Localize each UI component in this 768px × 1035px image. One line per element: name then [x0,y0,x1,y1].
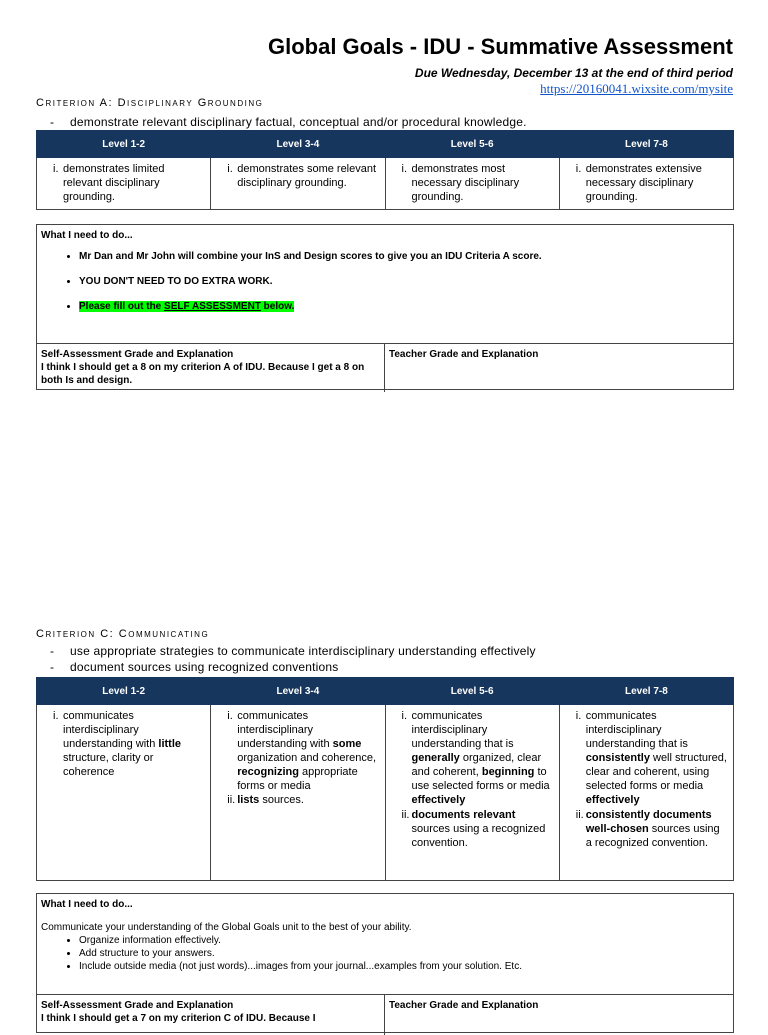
todo-heading: What I need to do... [41,899,133,910]
descriptor-cell: i. demonstrates most necessary disciplinary grounding. [385,158,559,210]
level-header: Level 3-4 [211,678,385,705]
self-assessment-cell[interactable]: Self-Assessment Grade and Explanation I think I should get a 7 on my criterion C of IDU. Because I [37,995,385,1035]
level-header: Level 5-6 [385,678,559,705]
todo-item: • Organize information effectively. [79,934,729,947]
criterion-c-rubric [36,677,734,881]
criterion-c-todo-box [36,893,734,1033]
criterion-c-bullet: - document sources using recognized conventions [50,660,339,674]
todo-heading: What I need to do... [41,230,133,241]
level-header: Level 3-4 [211,131,385,158]
self-assessment-text: I think I should get a 7 on my criterion C of IDU. Because I [41,1013,316,1024]
teacher-grade-cell: Teacher Grade and Explanation [389,349,539,360]
level-header: Level 5-6 [385,131,559,158]
criterion-a-bullet: - demonstrate relevant disciplinary factual, conceptual and/or procedural knowledge. [50,115,527,129]
todo-item: • Mr Dan and Mr John will combine your InS and Design scores to give you an IDU Criteria A score. [79,251,729,262]
page-title: Global Goals - IDU - Summative Assessment [268,34,733,59]
criterion-c-bullet: - use appropriate strategies to communicate interdisciplinary understanding effectively [50,644,536,658]
level-header: Level 7-8 [559,131,733,158]
self-assessment-cell[interactable]: Self-Assessment Grade and Explanation I think I should get a 8 on my criterion A of IDU. Because I get a 8 on both Is and design. [37,344,385,392]
criterion-a-rubric [36,130,734,210]
descriptor-cell: i. demonstrates extensive necessary disciplinary grounding. [559,158,733,210]
todo-intro: Communicate your understanding of the Global Goals unit to the best of your ability. [41,922,412,933]
todo-item: • Add structure to your answers. [79,947,729,960]
descriptor-cell: i. demonstrates some relevant disciplinary grounding. [211,158,385,210]
self-assessment-link: SELF ASSESSMENT [164,301,261,312]
due-date: Due Wednesday, December 13 at the end of third period [414,66,733,80]
todo-item: • Include outside media (not just words)...images from your journal...examples from your solution. Etc. [79,960,729,973]
level-header: Level 1-2 [37,131,211,158]
descriptor-cell: i. demonstrates limited relevant disciplinary grounding. [37,158,211,210]
teacher-grade-cell: Teacher Grade and Explanation [389,1000,539,1011]
todo-item-highlight: • Please fill out the SELF ASSESSMENT below. [79,301,294,312]
descriptor-cell: i. communicates interdisciplinary understanding with little structure, clarity or coherence [37,705,211,881]
criterion-a-todo-box [36,224,734,390]
descriptor-cell: i. communicates interdisciplinary understanding that is consistently well structured, clear and coherent, using selected forms or media effectively ii. consistently documents well-chosen sources using a recognized convention. [559,705,733,881]
level-header: Level 1-2 [37,678,211,705]
self-assessment-text: I think I should get a 8 on my criterion A of IDU. Because I get a 8 on both Is and design. [41,362,365,386]
descriptor-cell: i. communicates interdisciplinary understanding that is generally organized, clear and coherent, beginning to use selected forms or media effectively ii. documents relevant sources using a recognized convention. [385,705,559,881]
criterion-c-heading: Criterion C: Communicating [36,628,210,640]
level-header: Level 7-8 [559,678,733,705]
criterion-a-heading: Criterion A: Disciplinary Grounding [36,97,264,109]
site-link[interactable]: https://20160041.wixsite.com/mysite [540,81,733,96]
descriptor-cell: i. communicates interdisciplinary understanding with some organization and coherence, recognizing appropriate forms or media ii. lists sources. [211,705,385,881]
todo-item: • YOU DON'T NEED TO DO EXTRA WORK. [79,276,729,287]
